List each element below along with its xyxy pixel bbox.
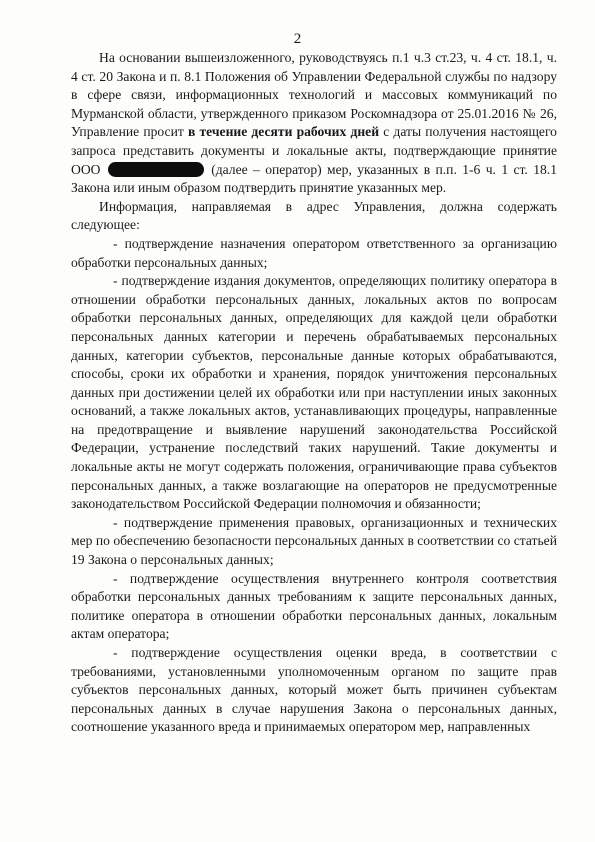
paragraph-request-text-3: (далее – оператор) мер, указанных в п.п. 1-6 ч. 1 ст. 18.1 Закона или иным образом подтвердить принятие указанных мер. [71, 161, 557, 196]
paragraph-request-text-2: с даты получения настоящего запроса представить документы и локальные акты, подтверждающие принятие ООО [71, 124, 557, 177]
paragraph-information: Информация, направляемая в адрес Управления, должна содержать следующее: [71, 198, 557, 233]
document-body [71, 49, 557, 737]
page-number: 2 [293, 31, 302, 47]
paragraph-request [71, 49, 557, 198]
paragraph-request-text-1: На основании вышеизложенного, руководствуясь п.1 ч.3 ст.23, ч. 4 ст. 18.1, ч. 4 ст. 20 Закона и п. 8.1 Положения об Управлении Федеральной службы по надзору в сфере связи, информационных технологий и массовых коммуникаций по Мурманской области, утвержденного приказом Роскомнадзора от 25.01.2016 № 26, Управление просит [71, 50, 557, 140]
list-item: - подтверждение издания документов, определяющих политику оператора в отношении обработки персональных данных, локальных актов по вопросам обработки персональных данных, определяющих для каждой цели обработки персональных данных категории и перечень обрабатываемых персональных данных, категории субъектов, персональные данные которых обрабатываются, способы, сроки их обработки и хранения, порядок уничтожения персональных данных при достижении целей их обработки или при наступлении иных законных оснований, а также локальных актов, устанавливающих процедуры, направленные на предотвращение и выявление нарушений законодательства Российской Федерации, устранение последствий таких нарушений. Такие документы и локальные акты не могут содержать положения, ограничивающие права субъектов персональных данных, а также возлагающие на операторов не предусмотренные законодательством Российской Федерации полномочия и обязанности; [71, 273, 557, 512]
list-item: - подтверждение назначения оператором ответственного за организацию обработки персональных данных; [71, 235, 557, 270]
redaction-mark [108, 162, 204, 177]
list-item: - подтверждение осуществления внутреннего контроля соответствия обработки персональных данных требованиям к защите персональных данных, политике оператора в отношении обработки персональных данных, локальным актам оператора; [71, 570, 557, 642]
list-item: - подтверждение применения правовых, организационных и технических мер по обеспечению безопасности персональных данных в соответствии со статьей 19 Закона о персональных данных; [71, 514, 557, 568]
deadline-bold-text: в течение десяти рабочих дней [187, 124, 380, 140]
list-item: - подтверждение осуществления оценки вреда, в соответствии с требованиями, установленными уполномоченным органом по защите прав субъектов персональных данных, который может быть причинен субъектам персональных данных в случае нарушения Закона о персональных данных, соотношение указанного вреда и принимаемых оператором мер, направленных [71, 645, 557, 735]
